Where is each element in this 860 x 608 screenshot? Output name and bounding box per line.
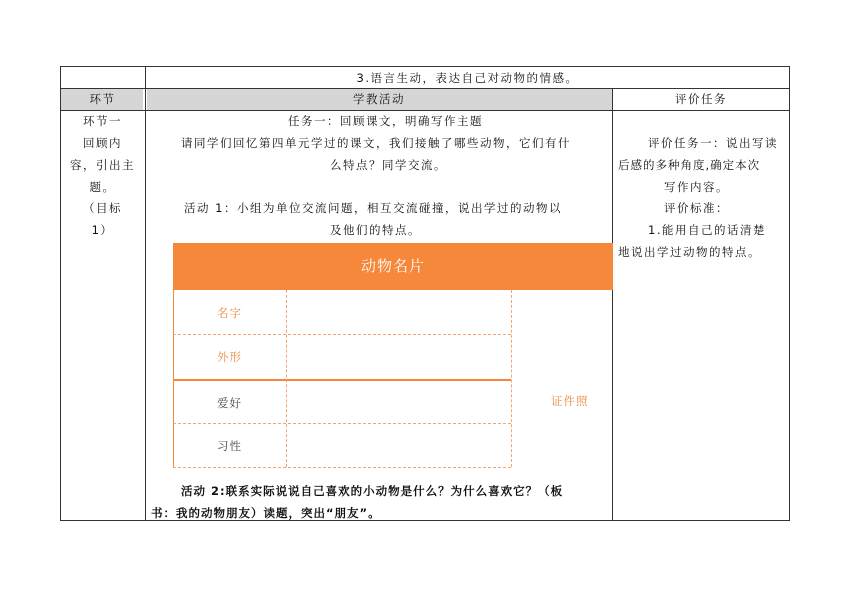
stage-line: 容，引出主 xyxy=(70,158,135,172)
intro-line: 么特点？同学交流。 xyxy=(330,158,447,172)
evaluation-line: 后感的多种角度,确定本次 xyxy=(618,158,761,172)
stage-line: 回顾内 xyxy=(83,136,122,150)
table-border-bottom xyxy=(60,520,790,521)
evaluation-line: 评价任务一：说出写读 xyxy=(648,136,778,150)
table-border-top xyxy=(60,66,790,67)
card-row-divider xyxy=(173,423,511,424)
evaluation-line: 写作内容。 xyxy=(664,180,729,194)
card-label-habit: 习性 xyxy=(217,439,242,453)
table-col-divider-1 xyxy=(145,66,146,521)
evaluation-line: 评价标准： xyxy=(664,201,729,215)
card-label-name: 名字 xyxy=(217,306,242,320)
card-row-divider-solid xyxy=(173,379,511,381)
evaluation-line: 地说出学过动物的特点。 xyxy=(618,245,761,259)
activity1-line: 及他们的特点。 xyxy=(330,223,421,237)
header-stage: 环节 xyxy=(89,92,116,106)
activity2-line: 活动 2:联系实际说说自己喜欢的小动物是什么？为什么喜欢它？（板 xyxy=(181,484,564,498)
activity1-line: 活动 1：小组为单位交流问题，相互交流碰撞，说出学过的动物以 xyxy=(184,201,562,215)
table-row-divider-2 xyxy=(60,110,790,111)
header-activity: 学教活动 xyxy=(353,92,405,106)
card-row-divider xyxy=(173,334,511,335)
intro-line: 请同学们回忆第四单元学过的课文，我们接触了哪些动物，它们有什 xyxy=(181,136,571,150)
stage-line: 题。 xyxy=(89,180,116,194)
header-evaluation: 评价任务 xyxy=(675,92,727,106)
card-label-appearance: 外形 xyxy=(217,350,242,364)
table-border-left xyxy=(60,66,61,521)
card-col-divider xyxy=(511,290,512,467)
photo-label: 证件照 xyxy=(551,394,589,408)
table-border-right xyxy=(789,66,790,521)
card-bottom-line xyxy=(173,467,511,468)
task-title: 任务一：回顾课文，明确写作主题 xyxy=(288,114,483,128)
stage-line: （目标 xyxy=(83,201,122,215)
stage-line: 1） xyxy=(91,223,114,237)
card-title: 动物名片 xyxy=(360,257,425,275)
evaluation-line: 1.能用自己的话清楚 xyxy=(648,223,766,237)
table-row-divider-1 xyxy=(60,88,790,89)
objective-text: 3.语言生动，表达自己对动物的情感。 xyxy=(356,71,579,85)
activity2-line: 书：我的动物朋友）读题，突出“朋友”。 xyxy=(151,506,381,520)
card-label-hobby: 爱好 xyxy=(217,396,242,410)
card-col-divider xyxy=(286,290,287,467)
animal-card xyxy=(173,243,613,467)
stage-line: 环节一 xyxy=(83,114,122,128)
